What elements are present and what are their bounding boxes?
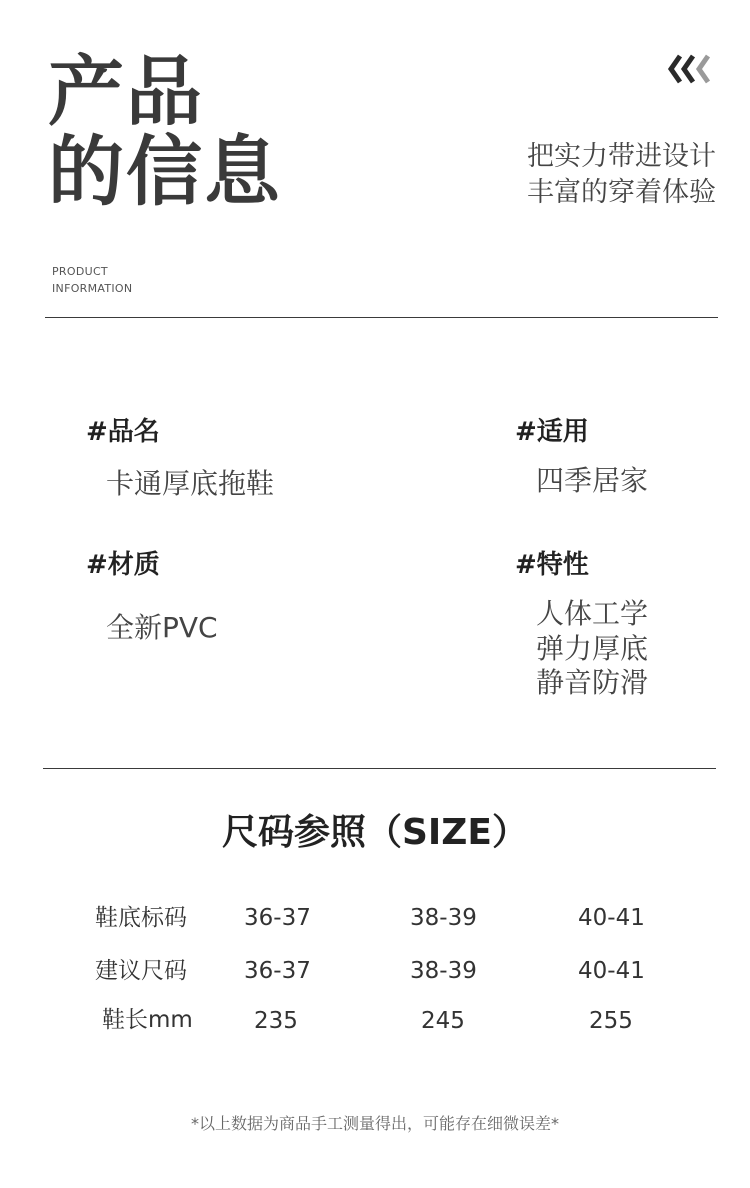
feature-item: 静音防滑 <box>536 666 649 699</box>
material-value: 全新PVC <box>106 611 218 644</box>
features-heading: #特性 <box>515 550 589 580</box>
english-label-information: INFORMATION <box>52 282 133 295</box>
size-cell: 245 <box>421 1008 465 1034</box>
measurement-note: *以上数据为商品手工测量得出，可能存在细微误差* <box>190 1114 559 1133</box>
size-cell: 38-39 <box>410 958 477 984</box>
size-cell: 235 <box>254 1008 298 1034</box>
slogan-line-1: 把实力带进设计 <box>527 141 716 172</box>
size-row-label: 鞋长mm <box>102 1007 193 1033</box>
size-cell: 36-37 <box>244 905 311 931</box>
divider-top <box>45 317 718 318</box>
size-cell: 40-41 <box>578 905 645 931</box>
size-cell: 40-41 <box>578 958 645 984</box>
usage-value: 四季居家 <box>536 464 649 497</box>
size-cell: 36-37 <box>244 958 311 984</box>
usage-heading: #适用 <box>515 417 589 447</box>
page-title-line-1: 产品 <box>48 47 204 136</box>
size-row-label: 建议尺码 <box>95 958 187 984</box>
slogan-line-2: 丰富的穿着体验 <box>527 177 716 208</box>
product-name-heading: #品名 <box>86 417 160 447</box>
page-title-line-2: 的信息 <box>48 127 282 216</box>
divider-middle <box>43 768 716 769</box>
feature-item: 弹力厚底 <box>536 632 649 665</box>
material-heading: #材质 <box>86 550 160 580</box>
triple-chevron-left-icon <box>666 54 714 84</box>
product-name-value: 卡通厚底拖鞋 <box>106 467 275 500</box>
size-chart-title: 尺码参照（SIZE） <box>221 812 529 853</box>
size-cell: 255 <box>589 1008 633 1034</box>
size-cell: 38-39 <box>410 905 477 931</box>
size-row-label: 鞋底标码 <box>95 905 187 931</box>
english-label-product: PRODUCT <box>52 265 108 278</box>
feature-item: 人体工学 <box>536 597 649 630</box>
